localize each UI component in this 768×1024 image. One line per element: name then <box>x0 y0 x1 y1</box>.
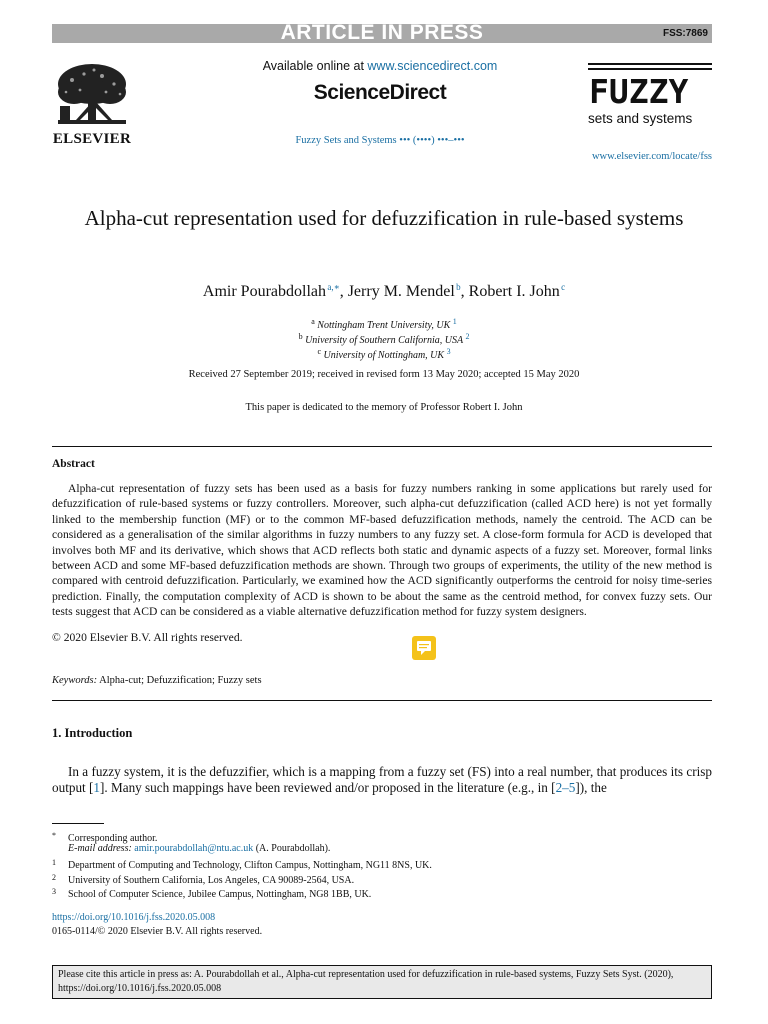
author-affiliation-mark[interactable]: c <box>561 282 566 292</box>
footnote-mark: * <box>52 831 56 840</box>
issn-copyright: 0165-0114/© 2020 Elsevier B.V. All rights reserved. <box>52 926 263 937</box>
journal-logo-subtitle: sets and systems <box>588 111 693 126</box>
platform-wordmark: ScienceDirect <box>313 81 447 104</box>
logo-rule-top-2 <box>588 68 712 70</box>
affiliation-text: Nottingham Trent University, UK <box>317 320 451 331</box>
manuscript-code: FSS:7869 <box>662 28 708 39</box>
footnote-email <box>52 842 692 855</box>
citation-box <box>52 965 712 999</box>
author-name: Robert I. John <box>468 283 560 300</box>
speech-bubble-icon <box>412 636 436 660</box>
intro-text: In a fuzzy system, it is the defuzzifier, which is a mapping from a fuzzy set (FS) into a real number, that produces its crisp output [ <box>52 764 712 795</box>
divider-bottom <box>52 700 712 701</box>
author-name: Amir Pourabdollah <box>202 283 326 300</box>
keywords-label: Keywords: <box>52 675 98 686</box>
abstract-body: Alpha-cut representation of fuzzy sets has been used as a basis for fuzzy numbers ranking in some applications but rarely used for defuzzification of rule-based systems or fuzzy controllers. Moreover, such alpha-cut defuzzification (called ACD here) is not yet formally linked to the membership function (MF) or to the common MF-based defuzzification methods, namely the centroid. The ACD can be considered as a generalisation of the similar algorithms in fuzzy numbers to any fuzzy set. A close-form formula for ACD is developed that involves both MF and its derivative, which shows that ACD reflects both static and dynamic aspects of a fuzzy set. Moreover, formal links between ACD and some MF-based defuzzification methods are shown. Through two groups of experiments, the utility of the new method is compared with centroid defuzzification. Particularly, we examined how the ACD significantly outperforms the centroid for noisy time-series prediction. Finally, the computation complexity of ACD is shown to be about the same as the centroid method, for convex fuzzy sets. Our tests suggest that ACD can be considered as a viable alternative defuzzification method for fuzzy system designers. <box>52 482 712 619</box>
keywords-text: Alpha-cut; Defuzzification; Fuzzy sets <box>99 675 262 686</box>
footnote-text: School of Computer Science, Jubilee Campus, Nottingham, NG8 1BB, UK. <box>68 889 372 900</box>
intro-text: ]. Many such mappings have been reviewed and/or proposed in the literature (e.g., in [ <box>100 780 556 795</box>
availability-line <box>200 59 560 73</box>
divider-top <box>52 446 712 447</box>
article-in-press-banner <box>52 21 712 44</box>
footnote-mark: 3 <box>52 887 56 896</box>
affiliation-c <box>60 347 708 361</box>
paper-title: Alpha-cut representation used for defuzzification in rule-based systems <box>84 206 684 230</box>
footnote-text: University of Southern California, Los Angeles, CA 90089-2564, USA. <box>68 875 355 886</box>
affiliation-footnote-mark[interactable]: 3 <box>446 347 451 356</box>
keywords-line <box>52 675 262 686</box>
author-name: Jerry M. Mendel <box>347 283 455 300</box>
reference-link[interactable]: 1 <box>93 780 100 795</box>
affiliation-footnote-mark[interactable]: 1 <box>452 317 457 326</box>
intro-text: ]), the <box>575 780 607 795</box>
footnote-rule <box>52 823 104 824</box>
reference-link[interactable]: 2–5 <box>555 780 576 795</box>
journal-logo-word: FUZZY <box>589 72 689 111</box>
affiliation-text: University of Southern California, USA <box>305 335 463 346</box>
author-list: Amir Pourabdollah $^{a,∗}$, Jerry M. Mendel $^b$, Robert I. John $^c$ <box>202 282 566 300</box>
affiliation-b <box>60 332 708 346</box>
email-label: E-mail address: <box>68 843 132 854</box>
abstract-heading: Abstract <box>52 458 95 470</box>
affiliation-letter: c <box>317 347 321 356</box>
article-history-dates: Received 27 September 2019; received in revised form 13 May 2020; accepted 15 May 2020 <box>188 369 580 380</box>
logo-rule-top <box>588 63 712 65</box>
affiliation-text: University of Nottingham, UK <box>323 350 445 361</box>
footnote-mark: 1 <box>52 858 56 867</box>
doi-link[interactable]: https://doi.org/10.1016/j.fss.2020.05.008 <box>52 912 216 923</box>
tree-illustration-icon <box>52 62 132 130</box>
citation-text: Please cite this article in press as: A. Pourabdollah et al., Alpha-cut representation used for defuzzification in rule-based systems, Fuzzy Sets Syst. (2020), https://doi.org/10.1016/j.fss.2020.05.008 <box>58 969 674 994</box>
affiliation-letter: a <box>311 317 315 326</box>
author-affiliation-mark[interactable]: b <box>456 282 461 292</box>
dedication: This paper is dedicated to the memory of Professor Robert I. John <box>245 402 523 413</box>
affiliation-letter: b <box>298 332 303 341</box>
author-affiliation-mark[interactable]: a,∗ <box>327 282 340 292</box>
section-heading-introduction: 1. Introduction <box>52 726 133 740</box>
email-suffix: (A. Pourabdollah). <box>253 843 331 854</box>
journal-citation-link[interactable]: Fuzzy Sets and Systems ••• (••••) •••–••• <box>295 135 465 146</box>
email-link[interactable]: amir.pourabdollah@ntu.ac.uk <box>134 843 254 854</box>
sciencedirect-link[interactable]: www.sciencedirect.com <box>367 59 498 73</box>
abstract-copyright: © 2020 Elsevier B.V. All rights reserved. <box>52 631 243 644</box>
introduction-paragraph <box>52 764 712 796</box>
journal-homepage-link[interactable]: www.elsevier.com/locate/fss <box>591 151 712 162</box>
footnote-3 <box>52 885 692 901</box>
footnote-1 <box>52 856 692 872</box>
footnote-text: Department of Computing and Technology, Clifton Campus, Nottingham, NG11 8NS, UK. <box>68 860 432 871</box>
comment-annotation-icon[interactable] <box>412 636 436 660</box>
footnote-text: Corresponding author. <box>68 833 158 844</box>
banner-title: ARTICLE IN PRESS <box>280 21 484 44</box>
affiliation-a <box>60 317 708 331</box>
publisher-name: ELSEVIER <box>52 131 132 147</box>
footnote-mark: 2 <box>52 873 56 882</box>
affiliation-footnote-mark[interactable]: 2 <box>465 332 470 341</box>
journal-logo <box>588 63 712 133</box>
availability-text: Available online at <box>262 59 368 73</box>
